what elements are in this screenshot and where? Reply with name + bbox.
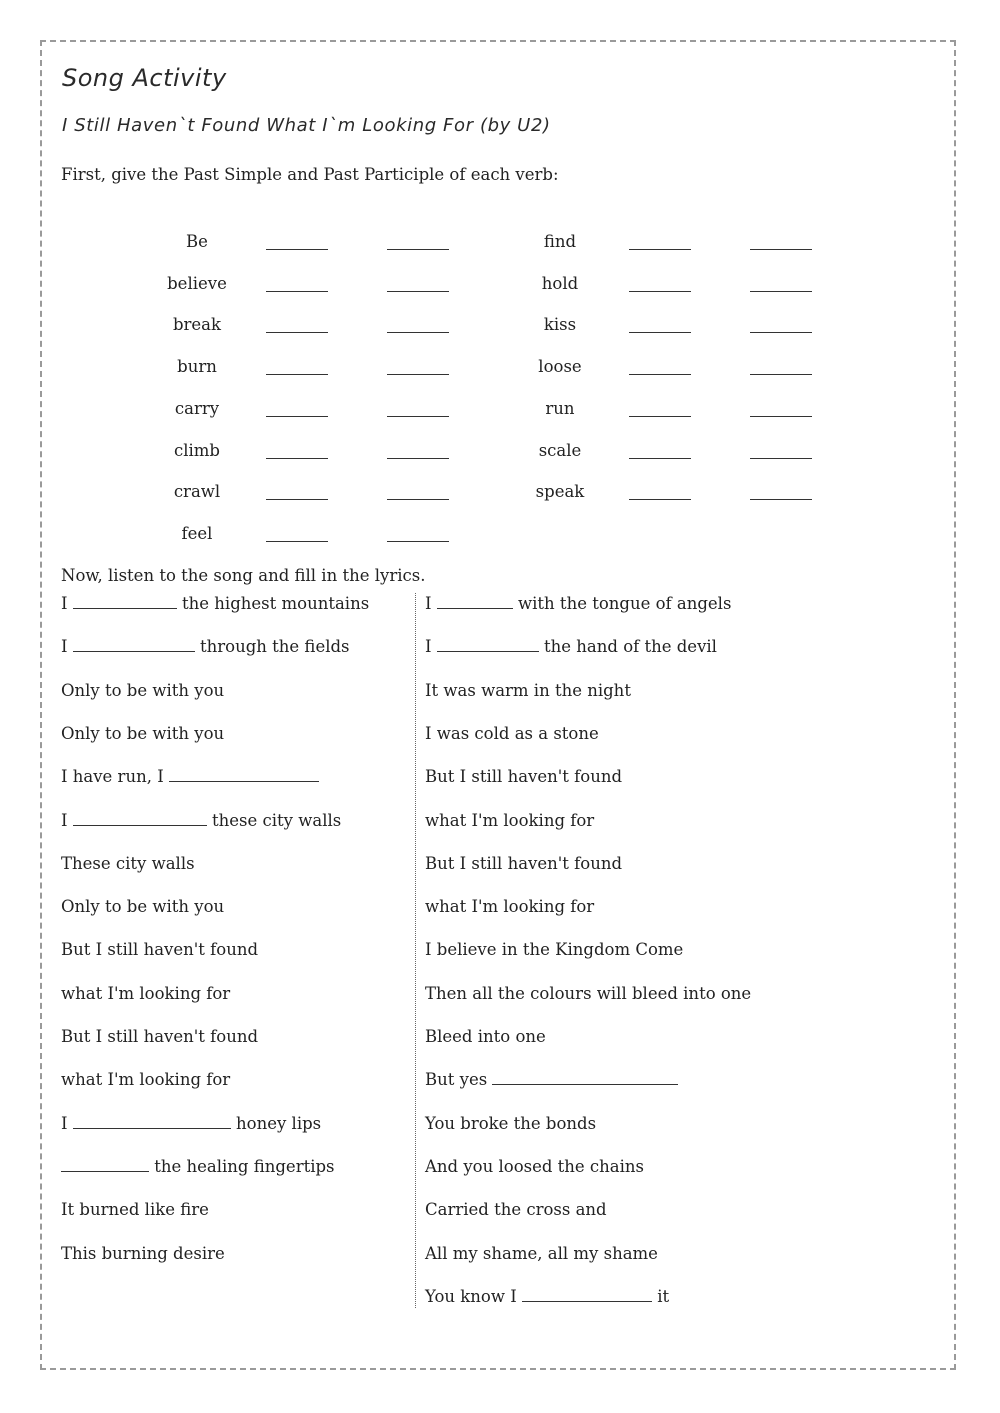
lyric-blank[interactable] [169, 767, 319, 782]
lyric-line [425, 681, 631, 700]
lyric-line [61, 854, 195, 873]
lyric-line [425, 637, 717, 656]
verb-label: climb [173, 440, 220, 460]
past-simple-blank[interactable] [266, 416, 328, 417]
past-participle-blank[interactable] [750, 249, 812, 250]
past-participle-blank[interactable] [387, 374, 449, 375]
past-participle-blank[interactable] [387, 458, 449, 459]
lyric-blank[interactable] [522, 1287, 652, 1302]
lyric-line [425, 1070, 678, 1089]
lyric-text: I [61, 594, 68, 613]
lyric-blank[interactable] [437, 637, 539, 652]
verb-label: carry [174, 398, 220, 418]
past-participle-blank[interactable] [750, 416, 812, 417]
lyric-blank[interactable] [61, 1157, 149, 1172]
lyric-text: honey lips [236, 1113, 322, 1133]
lyric-line [425, 1157, 644, 1176]
past-participle-blank[interactable] [387, 499, 449, 500]
lyric-text: I was cold as a stone [425, 723, 599, 743]
verb-label: hold [541, 273, 579, 293]
lyric-text: All my shame, all my shame [425, 1243, 658, 1263]
lyric-blank[interactable] [73, 1114, 231, 1129]
past-simple-blank[interactable] [629, 499, 691, 500]
lyric-line [425, 724, 599, 743]
past-participle-blank[interactable] [750, 291, 812, 292]
lyric-line [425, 1114, 596, 1133]
lyric-line [61, 811, 341, 830]
lyric-text: I [61, 1113, 68, 1133]
verb-label: crawl [173, 482, 221, 502]
past-participle-blank[interactable] [750, 458, 812, 459]
past-participle-blank[interactable] [387, 541, 449, 542]
lyric-text: Bleed into one [425, 1027, 546, 1046]
lyric-blank[interactable] [73, 637, 195, 652]
lyric-text: the healing fingertips [154, 1156, 335, 1176]
lyric-line [61, 594, 369, 613]
lyric-text: these city walls [212, 810, 342, 830]
lyric-text: I [61, 637, 68, 657]
past-simple-blank[interactable] [629, 249, 691, 250]
page-title: Song Activity [62, 64, 227, 92]
lyric-text: But I still haven't found [425, 853, 623, 873]
past-simple-blank[interactable] [266, 291, 328, 292]
lyric-line [425, 1244, 658, 1263]
past-participle-blank[interactable] [387, 291, 449, 292]
past-participle-blank[interactable] [387, 249, 449, 250]
lyric-blank[interactable] [492, 1070, 678, 1085]
lyric-text: through the fields [200, 637, 350, 657]
verb-label: burn [177, 357, 217, 377]
lyric-text: It burned like fire [61, 1200, 209, 1220]
past-simple-blank[interactable] [266, 458, 328, 459]
lyric-line [61, 940, 258, 959]
lyric-line [61, 1070, 230, 1089]
lyric-line [61, 767, 319, 786]
lyric-text: But I still haven't found [425, 767, 623, 787]
lyric-line [425, 854, 622, 873]
past-simple-blank[interactable] [266, 499, 328, 500]
lyric-text: And you loosed the chains [425, 1156, 645, 1176]
column-divider [415, 593, 416, 1308]
lyric-line [61, 1027, 258, 1046]
lyric-text: But yes [425, 1070, 488, 1090]
past-participle-blank[interactable] [387, 416, 449, 417]
verb-label: believe [167, 273, 227, 293]
lyric-line [425, 984, 751, 1003]
lyric-line [425, 1027, 546, 1046]
lyric-line [425, 767, 622, 786]
lyric-blank[interactable] [437, 594, 513, 609]
past-simple-blank[interactable] [266, 374, 328, 375]
verb-label: kiss [543, 315, 577, 335]
verb-label: scale [538, 440, 582, 460]
lyric-line [425, 1287, 669, 1306]
verb-label: find [543, 232, 577, 251]
verb-label: run [545, 398, 575, 418]
lyric-line [425, 811, 594, 830]
lyric-blank[interactable] [73, 594, 177, 609]
past-simple-blank[interactable] [266, 541, 328, 542]
past-participle-blank[interactable] [387, 332, 449, 333]
verb-label: break [172, 315, 222, 335]
lyric-text: Only to be with you [61, 680, 225, 700]
lyric-line [61, 897, 224, 916]
lyric-line [61, 724, 224, 743]
lyric-text: it [657, 1286, 670, 1306]
lyric-line [61, 681, 224, 700]
lyric-text: You know I [425, 1286, 517, 1306]
lyric-text: These city walls [61, 853, 195, 873]
lyric-text: the highest mountains [182, 594, 370, 613]
lyric-text: I have run, I [61, 767, 164, 787]
lyric-text: the hand of the devil [544, 637, 717, 657]
lyric-text: I [425, 594, 432, 613]
lyric-text: But I still haven't found [61, 1027, 259, 1046]
lyric-line [425, 940, 683, 959]
lyric-line [61, 1244, 225, 1263]
lyric-line [425, 594, 731, 613]
lyric-line [425, 897, 594, 916]
lyric-text: But I still haven't found [61, 940, 259, 960]
past-simple-blank[interactable] [629, 374, 691, 375]
lyric-text: Carried the cross and [425, 1200, 607, 1220]
lyrics-instruction: Now, listen to the song and fill in the lyrics. [61, 566, 426, 585]
verb-label: speak [535, 482, 585, 502]
lyric-text: I believe in the Kingdom Come [425, 940, 684, 960]
lyric-line [61, 1200, 209, 1219]
past-simple-blank[interactable] [629, 458, 691, 459]
lyric-line [61, 1114, 321, 1133]
lyric-line [61, 637, 350, 656]
lyric-text: You broke the bonds [425, 1113, 597, 1133]
lyric-text: I [425, 637, 432, 657]
verb-label: loose [538, 357, 582, 377]
lyric-text: what I'm looking for [61, 1070, 231, 1090]
past-simple-blank[interactable] [629, 416, 691, 417]
lyric-line [425, 1200, 607, 1219]
lyric-text: what I'm looking for [425, 897, 595, 917]
past-participle-blank[interactable] [750, 332, 812, 333]
lyric-text: It was warm in the night [425, 680, 631, 700]
lyric-text: I [61, 810, 68, 830]
lyric-text: Only to be with you [61, 723, 225, 743]
past-simple-blank[interactable] [629, 291, 691, 292]
past-simple-blank[interactable] [629, 332, 691, 333]
lyric-text: Only to be with you [61, 897, 225, 917]
verb-label: Be [186, 232, 208, 251]
lyric-text: with the tongue of angels [518, 594, 732, 613]
past-participle-blank[interactable] [750, 374, 812, 375]
song-subtitle: I Still Haven`t Found What I`m Looking For (by U2) [62, 115, 551, 136]
verb-label: feel [181, 523, 213, 543]
past-simple-blank[interactable] [266, 332, 328, 333]
lyric-text: what I'm looking for [61, 983, 231, 1003]
lyric-line [61, 1157, 335, 1176]
lyric-text: Then all the colours will bleed into one [425, 983, 752, 1003]
lyric-blank[interactable] [73, 811, 207, 826]
lyric-line [61, 984, 230, 1003]
past-participle-blank[interactable] [750, 499, 812, 500]
lyric-text: This burning desire [61, 1243, 225, 1263]
verb-instruction: First, give the Past Simple and Past Participle of each verb: [61, 165, 559, 184]
lyric-text: what I'm looking for [425, 810, 595, 830]
past-simple-blank[interactable] [266, 249, 328, 250]
